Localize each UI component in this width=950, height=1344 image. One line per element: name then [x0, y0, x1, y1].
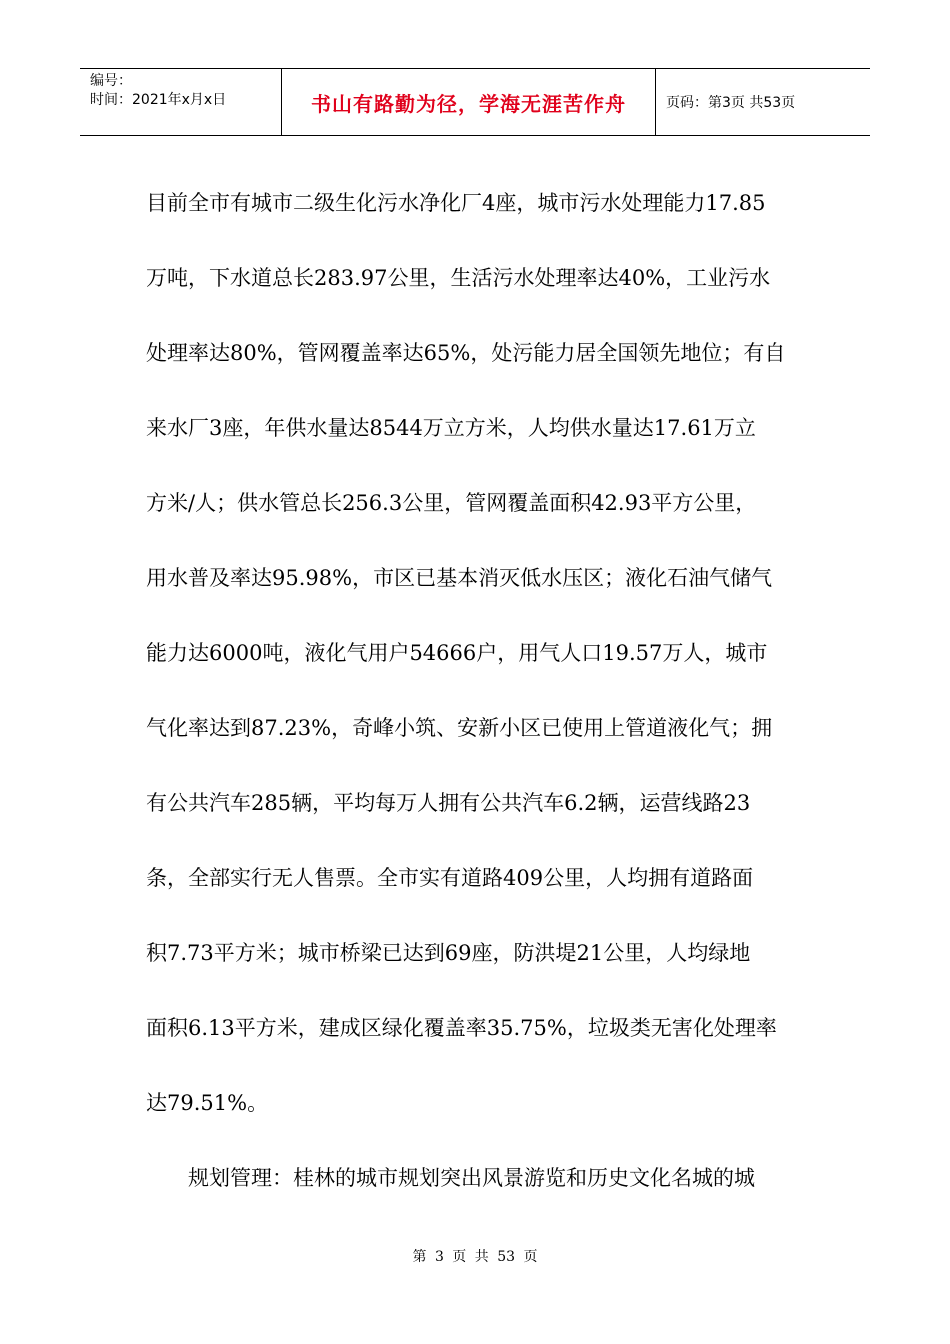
paragraph-planning-start: 规划管理：桂林的城市规划突出风景游览和历史文化名城的城	[188, 1166, 755, 1190]
document-number-label: 编号：	[90, 73, 132, 89]
body-line: 有公共汽车285辆，平均每万人拥有公共汽车6.2辆，运营线路23	[146, 791, 751, 815]
header-page-info: 页码：第3页 共53页	[666, 95, 796, 111]
page-header	[80, 68, 870, 136]
body-line: 能力达6000吨，液化气用户54666户，用气人口19.57万人，城市	[146, 641, 768, 665]
body-line: 方米/人；供水管总长256.3公里，管网覆盖面积42.93平方公里，	[146, 491, 757, 515]
document-body	[146, 166, 816, 1216]
header-motto: 书山有路勤为径，学海无涯苦作舟	[282, 69, 656, 135]
header-meta	[80, 69, 282, 135]
body-line: 万吨，下水道总长283.97公里，生活污水处理率达40%，工业污水	[146, 266, 771, 290]
body-line: 积7.73平方米；城市桥梁已达到69座，防洪堤21公里，人均绿地	[146, 941, 751, 965]
body-line: 气化率达到87.23%，奇峰小筑、安新小区已使用上管道液化气；拥	[146, 716, 773, 740]
body-line: 条，全部实行无人售票。全市实有道路409公里，人均拥有道路面	[146, 866, 754, 890]
body-line: 目前全市有城市二级生化污水净化厂4座，城市污水处理能力17.85	[146, 191, 766, 215]
body-line: 面积6.13平方米，建成区绿化覆盖率35.75%，垃圾类无害化处理率	[146, 1016, 777, 1040]
document-date: 时间：2021年x月x日	[90, 92, 227, 108]
page-footer: 第 3 页 共 53 页	[412, 1249, 538, 1265]
body-line: 处理率达80%，管网覆盖率达65%，处污能力居全国领先地位；有自	[146, 341, 786, 365]
body-line: 达79.51%。	[146, 1091, 269, 1115]
body-line: 来水厂3座，年供水量达8544万立方米，人均供水量达17.61万立	[146, 416, 756, 440]
body-line: 用水普及率达95.98%，市区已基本消灭低水压区；液化石油气储气	[146, 566, 773, 590]
